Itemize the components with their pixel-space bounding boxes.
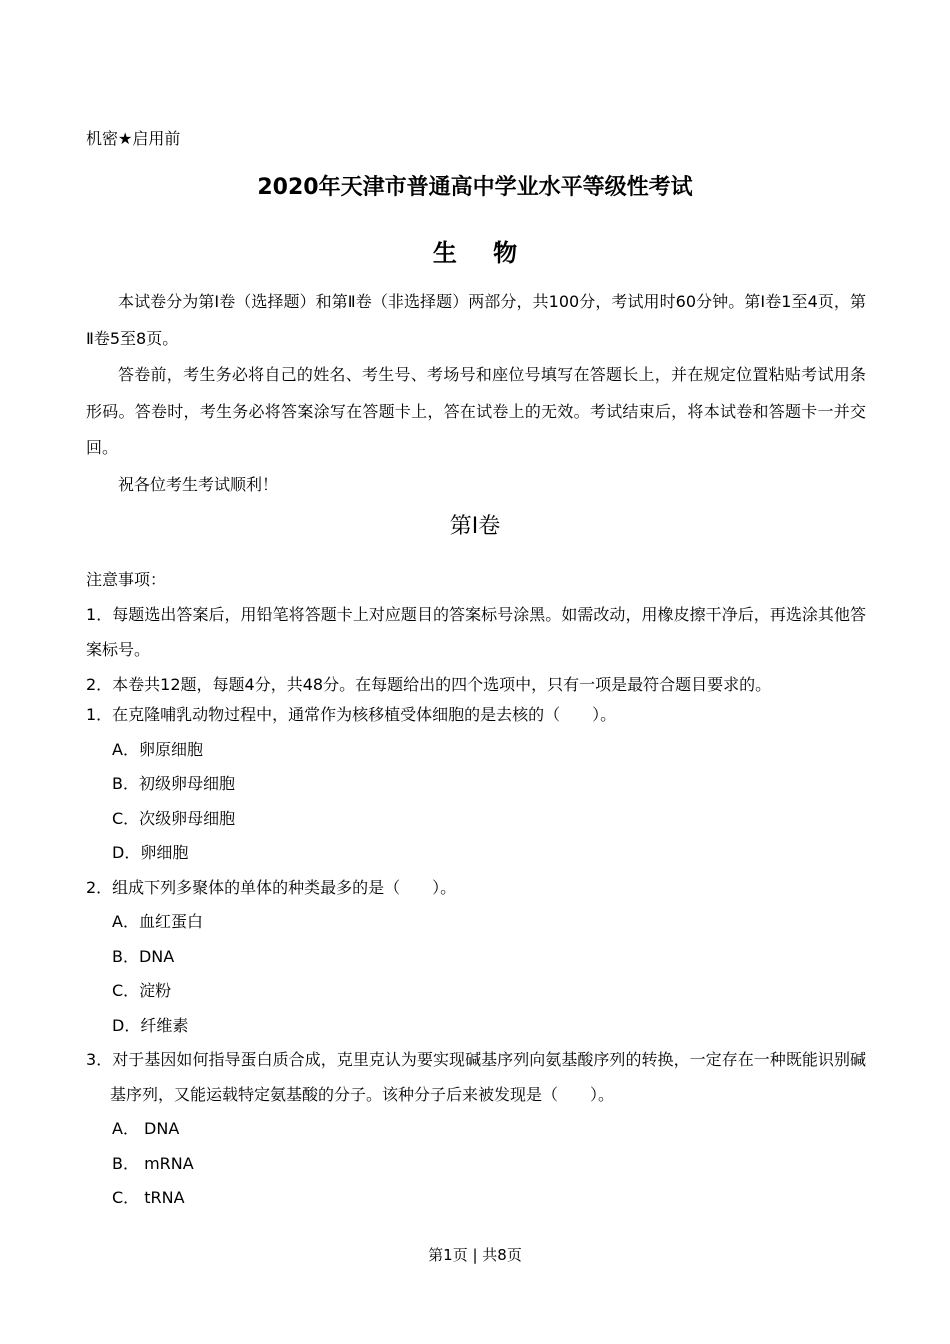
subject-title: 生 物 [432, 239, 532, 267]
answer-option: A．血红蛋白 [112, 912, 203, 931]
confidential-mark: 机密★启用前 [86, 129, 181, 148]
instruction-paragraph: 答卷前，考生务必将自己的姓名、考生号、考场号和座位号填写在答题长上，并在规定位置粘贴考试用条形码。答卷时，考生务必将答案涂写在答题卡上，答在试卷上的无效。考试结束后，将本试卷和答题卡一并交回。 [86, 365, 866, 457]
note-item: 1．每题选出答案后，用铅笔将答题卡上对应题目的答案标号涂黑。如需改动，用橡皮擦干净后，再选涂其他答案标号。 [86, 605, 866, 659]
answer-option: A．卵原细胞 [112, 739, 203, 759]
page-footer: 第1页 | 共8页 [428, 1246, 522, 1264]
instruction-paragraph: 本试卷分为第Ⅰ卷（选择题）和第Ⅱ卷（非选择题）两部分，共100分，考试用时60分钟。第Ⅰ卷1至4页，第Ⅱ卷5至8页。 [86, 292, 866, 348]
answer-option: D．纤维素 [112, 1015, 189, 1035]
answer-option: D．卵细胞 [112, 843, 189, 862]
notes-heading: 注意事项： [86, 570, 167, 589]
answer-option: A． DNA [112, 1119, 180, 1138]
answer-option: C．淀粉 [112, 981, 172, 1000]
question-1 [86, 698, 866, 871]
instruction-paragraph: 祝各位考生考试顺利！ [118, 474, 279, 494]
notes-block [86, 562, 866, 702]
question-stem: 2．组成下列多聚体的单体的种类最多的是（ ）。 [86, 877, 457, 897]
section-title: 第Ⅰ卷 [449, 514, 501, 539]
answer-option: B．初级卵母细胞 [112, 774, 235, 793]
answer-option: B． mRNA [112, 1153, 194, 1173]
exam-title: 2020年天津市普通高中学业水平等级性考试 [257, 175, 693, 200]
question-3 [86, 1043, 866, 1216]
question-stem: 1．在克隆哺乳动物过程中，通常作为核移植受体细胞的是去核的（ ）。 [86, 705, 617, 724]
answer-option: C． tRNA [112, 1188, 185, 1207]
question-list [86, 698, 866, 1216]
note-item: 2．本卷共12题，每题4分，共48分。在每题给出的四个选项中，只有一项是最符合题目要求的。 [86, 675, 772, 694]
question-stem: 3．对于基因如何指导蛋白质合成，克里克认为要实现碱基序列向氨基酸序列的转换，一定存在一种既能识别碱基序列，又能运载特定氨基酸的分子。该种分子后来被发现是（ ）。 [86, 1050, 866, 1104]
question-2 [86, 871, 866, 1044]
exam-instructions [86, 284, 866, 503]
answer-option: B．DNA [112, 946, 175, 966]
answer-option: C．次级卵母细胞 [112, 808, 236, 828]
